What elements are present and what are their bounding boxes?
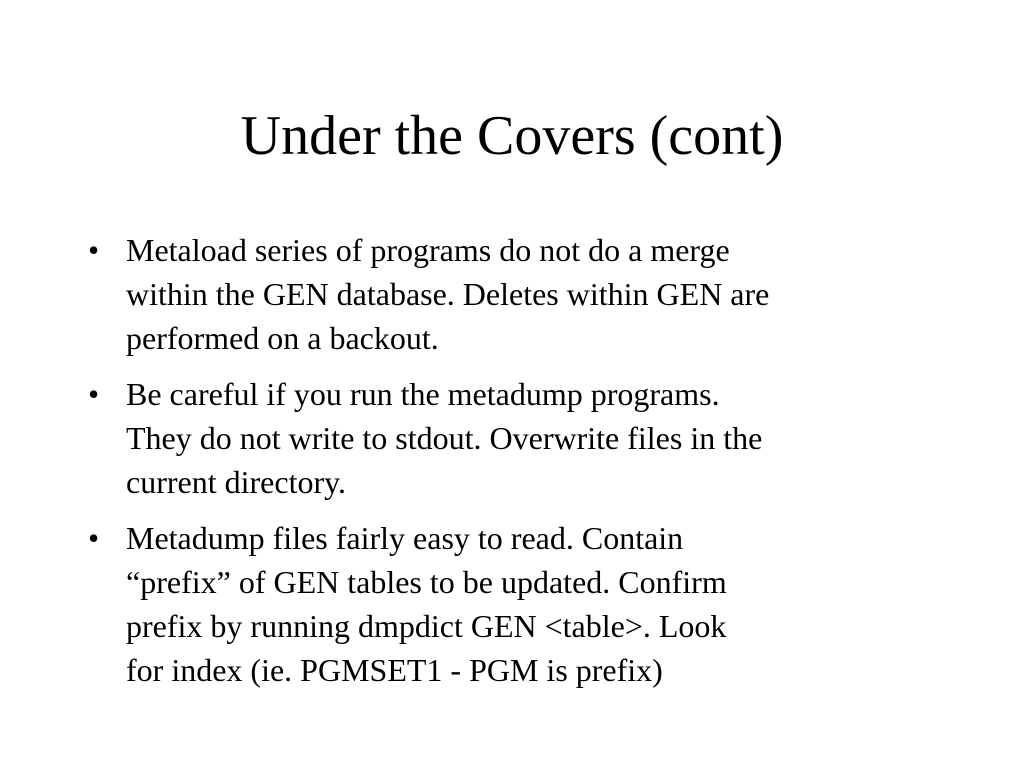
bullet-item [88, 372, 948, 504]
bullet-line: Metadump files fairly easy to read. Contain [126, 520, 684, 556]
bullet-line: prefix by running dmpdict GEN <table>. Look [126, 608, 727, 644]
bullet-icon: • [88, 232, 100, 268]
bullet-icon: • [88, 520, 100, 556]
bullet-line: They do not write to stdout. Overwrite files in the [126, 420, 763, 456]
bullet-line: for index (ie. PGMSET1 - PGM is prefix) [126, 652, 663, 688]
bullet-line: Metaload series of programs do not do a merge [126, 232, 730, 268]
bullet-item [88, 228, 948, 360]
bullet-list [88, 228, 948, 704]
bullet-text [126, 372, 948, 504]
bullet-line: performed on a backout. [126, 320, 439, 356]
bullet-line: “prefix” of GEN tables to be updated. Confirm [126, 564, 727, 600]
bullet-text [126, 228, 948, 360]
bullet-icon: • [88, 376, 100, 412]
bullet-line: within the GEN database. Deletes within GEN are [126, 276, 770, 312]
bullet-line: current directory. [126, 464, 347, 500]
bullet-item [88, 516, 948, 692]
slide-title: Under the Covers (cont) [240, 105, 784, 167]
bullet-text [126, 516, 948, 692]
bullet-line: Be careful if you run the metadump programs. [126, 376, 720, 412]
